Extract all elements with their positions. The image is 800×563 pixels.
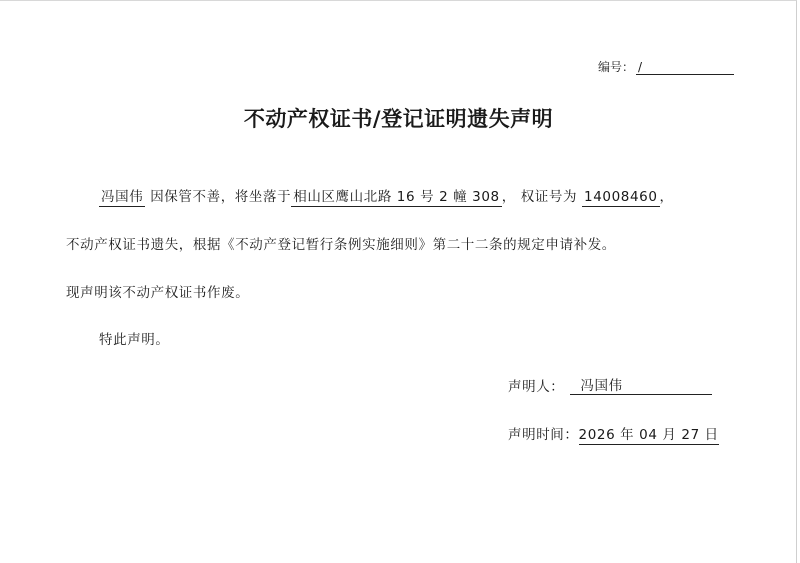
- text-segment-3: ，: [659, 189, 674, 205]
- declaration-date-value: 2026 年 04 月 27 日: [578, 427, 719, 443]
- document-title: 不动产权证书/登记证明遗失声明: [243, 107, 554, 131]
- owner-name: 冯国伟: [101, 189, 144, 205]
- declarant-signature: [508, 374, 712, 395]
- declarant-name: 冯国伟: [570, 374, 712, 395]
- serial-label: 编号：: [598, 60, 635, 74]
- serial-value: /: [636, 60, 734, 75]
- declarant-label: 声明人：: [508, 379, 565, 395]
- paragraph-line-2: 不动产权证书遗失，根据《不动产登记暂行条例实施细则》第二十二条的规定申请补发。: [66, 237, 616, 253]
- paragraph-line-3: 现声明该不动产权证书作废。: [66, 285, 250, 301]
- property-address: 相山区鹰山北路 16 号 2 幢 308: [293, 189, 500, 205]
- text-segment-2: ， 权证号为: [501, 189, 583, 205]
- declaration-date-label: 声明时间：: [508, 427, 579, 443]
- certificate-number: 14008460: [584, 189, 658, 205]
- serial-number: [598, 58, 734, 75]
- closing-statement: 特此声明。: [99, 332, 170, 348]
- paragraph-line-1: [99, 185, 674, 205]
- text-segment-1: 因保管不善，将坐落于: [145, 189, 292, 205]
- declaration-date: [508, 423, 719, 443]
